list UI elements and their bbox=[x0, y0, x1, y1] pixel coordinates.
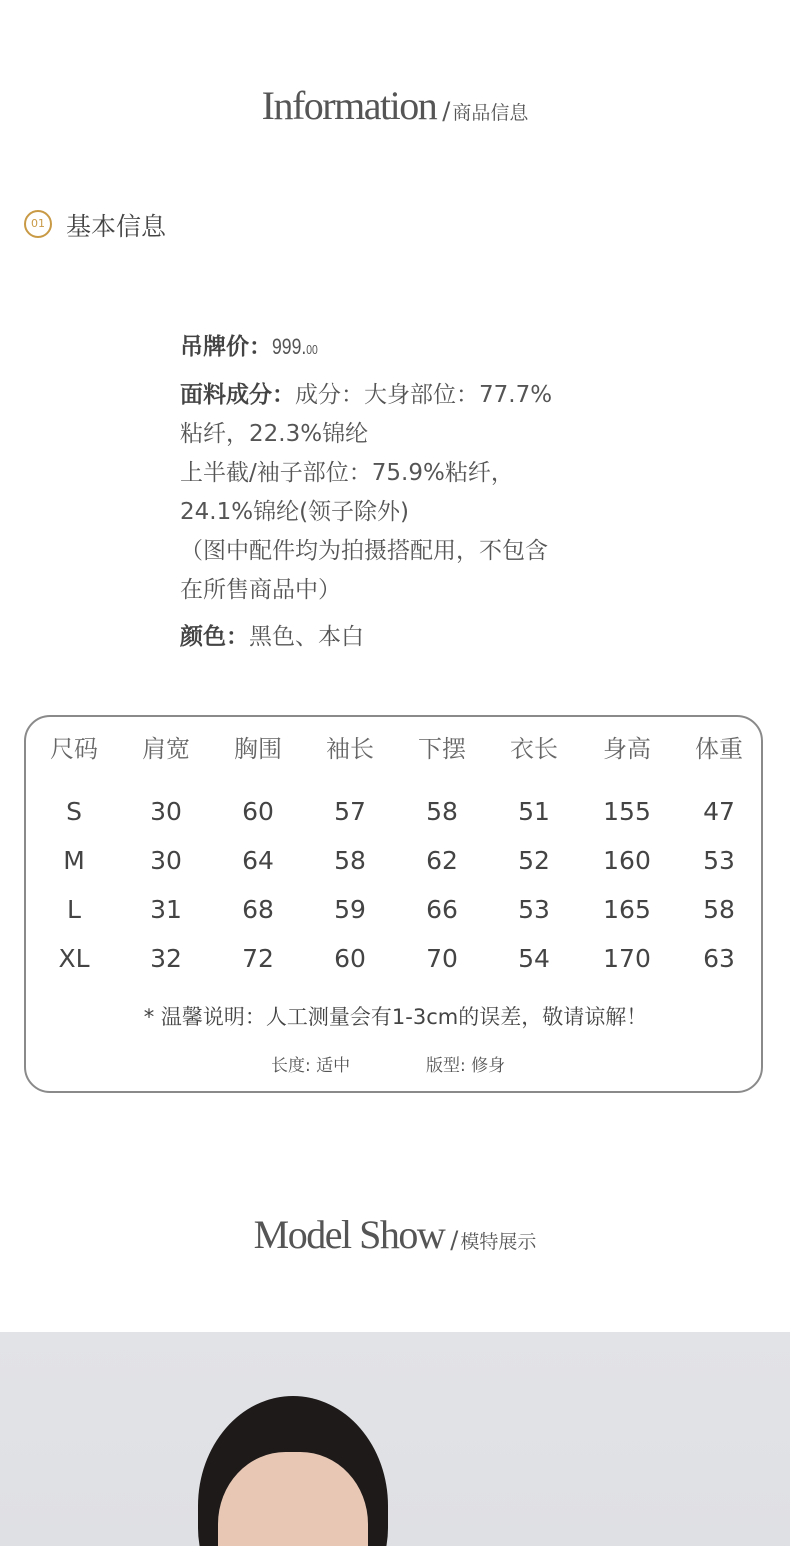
table-cell: 53 bbox=[518, 895, 550, 924]
table-cell: 47 bbox=[703, 797, 735, 826]
table-cell: 58 bbox=[703, 895, 735, 924]
table-cell: 51 bbox=[518, 797, 550, 826]
heading-chinese: 模特展示 bbox=[460, 1231, 537, 1253]
fit-label: 版型: 修身 bbox=[426, 1056, 506, 1076]
heading-slash: / bbox=[442, 97, 451, 125]
table-cell: 32 bbox=[150, 944, 182, 973]
table-cell: 30 bbox=[150, 797, 182, 826]
table-cell: 72 bbox=[242, 944, 274, 973]
header-hem: 下摆 bbox=[418, 735, 466, 763]
heading-english: Information bbox=[261, 83, 437, 128]
table-cell: 30 bbox=[150, 846, 182, 875]
table-cell: 66 bbox=[426, 895, 458, 924]
fabric-line-1 bbox=[180, 376, 552, 409]
fabric-line-6: 在所售商品中） bbox=[180, 577, 341, 603]
table-cell: 57 bbox=[334, 797, 366, 826]
table-cell: S bbox=[66, 797, 82, 826]
price-value bbox=[272, 334, 318, 360]
color-value: 黑色、本白 bbox=[249, 624, 364, 650]
model-photo bbox=[0, 1332, 790, 1546]
table-cell: L bbox=[67, 895, 81, 924]
table-cell: 70 bbox=[426, 944, 458, 973]
information-heading bbox=[0, 82, 790, 129]
table-cell: 60 bbox=[334, 944, 366, 973]
model-show-heading bbox=[0, 1211, 790, 1258]
header-height: 身高 bbox=[603, 735, 651, 763]
length-label: 长度: 适中 bbox=[271, 1056, 351, 1076]
header-bust: 胸围 bbox=[234, 735, 282, 763]
fabric-text: 成分：大身部位：77.7% bbox=[295, 382, 553, 408]
header-shoulder: 肩宽 bbox=[142, 735, 190, 763]
table-cell: 58 bbox=[426, 797, 458, 826]
fabric-line-2: 粘纤，22.3%锦纶 bbox=[180, 421, 369, 447]
price-decimal: 00 bbox=[306, 342, 318, 357]
heading-slash: / bbox=[450, 1226, 459, 1254]
header-sleeve: 袖长 bbox=[326, 735, 374, 763]
price-integer: 999. bbox=[272, 334, 307, 359]
color-label: 颜色： bbox=[180, 624, 249, 650]
header-weight: 体重 bbox=[695, 735, 743, 763]
table-cell: 170 bbox=[603, 944, 651, 973]
table-cell: 31 bbox=[150, 895, 182, 924]
color-line bbox=[180, 618, 364, 651]
fabric-line-5: （图中配件均为拍摄搭配用，不包含 bbox=[180, 538, 548, 564]
fabric-line-4: 24.1%锦纶(领子除外) bbox=[180, 499, 410, 525]
table-cell: 64 bbox=[242, 846, 274, 875]
table-cell: M bbox=[63, 846, 85, 875]
heading-english: Model Show bbox=[253, 1212, 445, 1257]
table-cell: 62 bbox=[426, 846, 458, 875]
heading-chinese: 商品信息 bbox=[452, 102, 529, 124]
table-cell: 68 bbox=[242, 895, 274, 924]
price-line bbox=[180, 328, 329, 361]
table-cell: 165 bbox=[603, 895, 651, 924]
fabric-label: 面料成分： bbox=[180, 382, 295, 408]
table-cell: 60 bbox=[242, 797, 274, 826]
header-size: 尺码 bbox=[50, 735, 98, 763]
table-cell: 63 bbox=[703, 944, 735, 973]
fabric-line-3: 上半截/袖子部位：75.9%粘纤， bbox=[180, 460, 514, 486]
table-cell: 155 bbox=[603, 797, 651, 826]
table-cell: 54 bbox=[518, 944, 550, 973]
section-number-badge: 01 bbox=[24, 210, 52, 238]
section-title: 基本信息 bbox=[66, 212, 167, 241]
size-table bbox=[24, 715, 763, 1093]
table-cell: XL bbox=[58, 944, 90, 973]
table-cell: 52 bbox=[518, 846, 550, 875]
table-cell: 160 bbox=[603, 846, 651, 875]
table-cell: 59 bbox=[334, 895, 366, 924]
table-cell: 58 bbox=[334, 846, 366, 875]
price-label: 吊牌价： bbox=[180, 334, 272, 360]
header-length: 衣长 bbox=[510, 735, 558, 763]
measurement-note: * 温馨说明：人工测量会有1-3cm的误差，敬请谅解！ bbox=[143, 1005, 648, 1029]
table-cell: 53 bbox=[703, 846, 735, 875]
